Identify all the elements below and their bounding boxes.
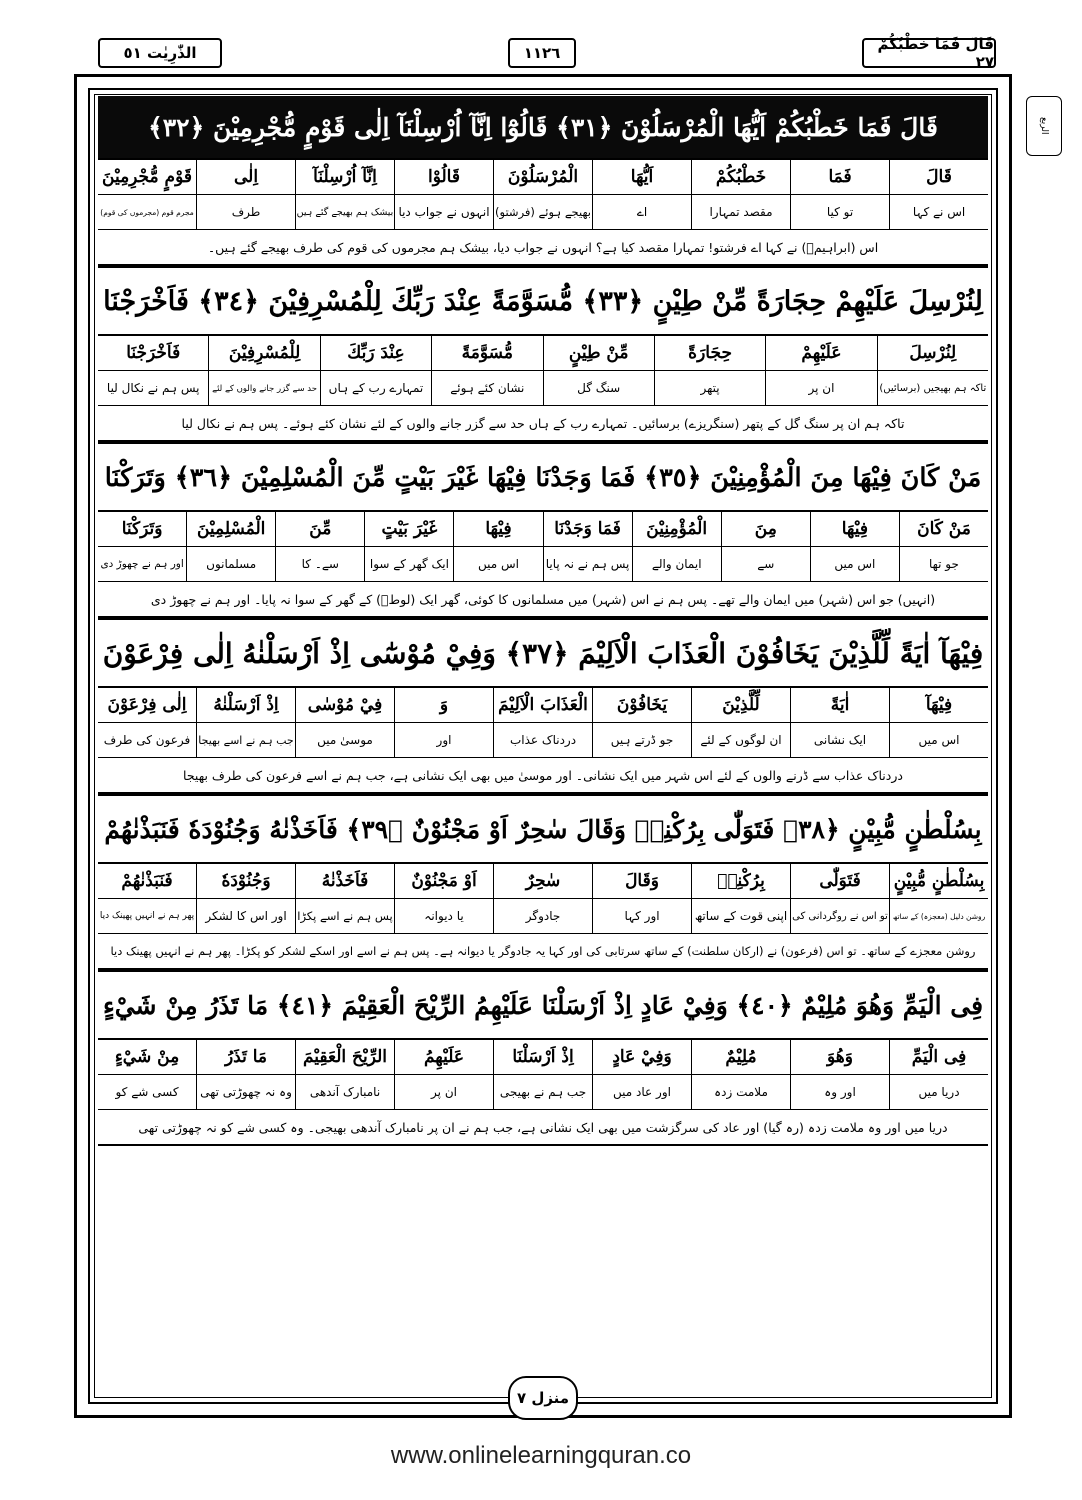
- urdu-meaning-cell: پتھر: [654, 371, 765, 405]
- verse-line: بِسُلْطٰنٍ مُّبِيْنٍ ﴿٣٨﴾ فَتَوَلّٰى بِرُكْنِهٖ وَقَالَ سٰحِرٌ اَوْ مَجْنُوْنٌ ﴿٣٩﴾ فَاَخَذْنٰهُ وَجُنُوْدَهٗ فَنَبَذْنٰهُمْ: [98, 794, 988, 862]
- urdu-meaning-cell: جادوگر: [493, 899, 592, 933]
- urdu-meaning-cell: اس میں: [889, 723, 988, 757]
- urdu-meaning-row: [98, 899, 988, 934]
- arabic-word-cell: وَ: [394, 688, 493, 722]
- arabic-word-cell: بِسُلْطٰنٍ مُّبِيْنٍ: [889, 864, 988, 898]
- urdu-meaning-cell: ان پر: [394, 1075, 493, 1109]
- urdu-meaning-cell: ایک نشانی: [790, 723, 889, 757]
- urdu-translation: تاکہ ہم ان پر سنگ گل کے پتھر (سنگریزے) برسائیں۔ تمہارے رب کے ہاں حد سے گزر جانے والوں کے لئے نشان کئے ہوئے۔ پس ہم نے نکال لیا: [98, 406, 988, 442]
- urdu-meaning-cell: طرف: [196, 195, 295, 229]
- page-number: ١١٢٦: [508, 38, 576, 68]
- arabic-word-cell: عَلَيْهِمُ: [394, 1040, 493, 1074]
- urdu-meaning-cell: پس ہم نے نہ پایا: [543, 547, 632, 581]
- word-grid: [98, 334, 988, 406]
- arabic-word-cell: الرِّيْحَ الْعَقِيْمَ: [295, 1040, 394, 1074]
- word-grid: [98, 158, 988, 230]
- arabic-word-cell: فِيْهَآ: [889, 688, 988, 722]
- urdu-meaning-cell: فرعون کی طرف: [103, 733, 191, 747]
- rub-marker: الربع: [1026, 96, 1062, 156]
- arabic-word-cell: فَاَخَذْنٰهُ: [295, 864, 394, 898]
- urdu-meaning-cell: ایک گھر کے سوا: [364, 547, 453, 581]
- arabic-word-cell: فَاَخْرَجْنَا: [126, 343, 181, 363]
- verses-content: [98, 96, 988, 1146]
- urdu-meaning-cell: ملامت زدہ: [691, 1075, 790, 1109]
- urdu-meaning-cell: اور وہ: [790, 1075, 889, 1109]
- urdu-meaning-cell: پھر ہم نے انہیں پھینک دیا: [99, 911, 195, 921]
- urdu-meaning-cell: یا دیوانہ: [394, 899, 493, 933]
- urdu-meaning-cell: اور ہم نے چھوڑ دی: [100, 558, 184, 570]
- arabic-word-cell: الْمُؤْمِنِيْنَ: [632, 512, 721, 546]
- arabic-word-cell: مَنْ كَانَ: [899, 512, 988, 546]
- arabic-word-cell: غَيْرَ بَيْتٍ: [364, 512, 453, 546]
- urdu-meaning-cell: سے: [721, 547, 810, 581]
- arabic-word-cell: فِيْهَا: [453, 512, 542, 546]
- word-grid: [98, 862, 988, 934]
- arabic-word-cell: قَالُوْا: [394, 160, 493, 194]
- urdu-meaning-cell: مسلمانوں: [186, 547, 275, 581]
- arabic-words-row: [98, 160, 988, 195]
- word-grid: [98, 686, 988, 758]
- arabic-word-cell: مَا تَذَرُ: [196, 1040, 295, 1074]
- urdu-meaning-cell: مجرم قوم (مجرموں کی قوم): [100, 207, 194, 217]
- urdu-meaning-cell: تو اس نے روگردانی کی: [790, 899, 889, 933]
- urdu-meaning-cell: اس میں: [810, 547, 899, 581]
- arabic-word-cell: الْمُرْسَلُوْنَ: [493, 160, 592, 194]
- arabic-word-cell: وَهُوَ: [790, 1040, 889, 1074]
- word-grid: [98, 1038, 988, 1110]
- urdu-meaning-cell: بیشک ہم بھیجے گئے ہیں: [295, 195, 394, 229]
- urdu-meaning-cell: جب ہم نے بھیجی: [493, 1075, 592, 1109]
- verse-line: لِنُرْسِلَ عَلَيْهِمْ حِجَارَةً مِّنْ طِيْنٍ ﴿٣٣﴾ مُّسَوَّمَةً عِنْدَ رَبِّكَ لِلْمُسْرِفِيْنَ ﴿٣٤﴾ فَاَخْرَجْنَا: [98, 266, 988, 334]
- arabic-word-cell: حِجَارَةً: [654, 336, 765, 370]
- urdu-translation: روشن معجزے کے ساتھ۔ تو اس (فرعون) نے (ارکان سلطنت) کے ساتھ سرتابی کی اور کہا یہ جادوگر یا دیوانہ ہے۔ پس ہم نے اسے اور اسکے لشکر کو پکڑا۔ پھر ہم نے انہیں پھینک دیا: [98, 934, 988, 970]
- arabic-word-cell: وَجُنُوْدَهٗ: [196, 864, 295, 898]
- urdu-meaning-cell: انہوں نے جواب دیا: [394, 195, 493, 229]
- arabic-word-cell: عِنْدَ رَبِّكَ: [320, 336, 431, 370]
- arabic-word-cell: فَتَوَلّٰى: [790, 864, 889, 898]
- urdu-meaning-cell: اور کہا: [592, 899, 691, 933]
- arabic-words-row: [98, 688, 988, 723]
- arabic-word-cell: لِّلَّذِيْنَ: [691, 688, 790, 722]
- word-grid: [98, 510, 988, 582]
- arabic-word-cell: فَمَا وَجَدْنَا: [543, 512, 632, 546]
- urdu-translation: دردناک عذاب سے ڈرنے والوں کے لئے اس شہر میں ایک نشانی۔ اور موسیٰ میں بھی ایک نشانی ہے، جب ہم نے اسے فرعون کی طرف بھیجا: [98, 758, 988, 794]
- urdu-meaning-cell: حد سے گزر جانے والوں کے لئے: [208, 371, 319, 405]
- arabic-word-cell: عَلَيْهِمْ: [765, 336, 876, 370]
- urdu-meaning-cell: مقصد تمہارا: [691, 195, 790, 229]
- arabic-word-cell: يَخَافُوْنَ: [592, 688, 691, 722]
- arabic-word-cell: اِلٰى: [196, 160, 295, 194]
- arabic-word-cell: اٰيَةً: [790, 688, 889, 722]
- footer-url[interactable]: www.onlinelearningquran.co: [390, 1442, 692, 1469]
- urdu-meaning-cell: دردناک عذاب: [493, 723, 592, 757]
- urdu-meaning-cell: وہ نہ چھوڑتی تھی: [196, 1075, 295, 1109]
- urdu-meaning-cell: سنگ گل: [543, 371, 654, 405]
- verse-line: مَنْ كَانَ فِيْهَا مِنَ الْمُؤْمِنِيْنَ ﴿٣٥﴾ فَمَا وَجَدْنَا فِيْهَا غَيْرَ بَيْتٍ مِّنَ الْمُسْلِمِيْنَ ﴿٣٦﴾ وَتَرَكْنَا: [98, 442, 988, 510]
- urdu-meaning-cell: اے: [592, 195, 691, 229]
- arabic-word-cell: اَوْ مَجْنُوْنٌ: [394, 864, 493, 898]
- arabic-word-cell: اِلٰى فِرْعَوْنَ: [107, 695, 187, 715]
- urdu-meaning-cell: جب ہم نے اسے بھیجا: [196, 723, 295, 757]
- urdu-meaning-row: [98, 1075, 988, 1110]
- urdu-meaning-cell: اس نے کہا: [889, 195, 988, 229]
- arabic-word-cell: لِنُرْسِلَ: [877, 336, 988, 370]
- urdu-meaning-cell: روشن دلیل (معجزہ) کے ساتھ: [889, 899, 988, 933]
- urdu-meaning-cell: سے۔ کا: [275, 547, 364, 581]
- urdu-meaning-row: [98, 195, 988, 230]
- juz-name-label: قَالَ فَمَا خَطْبُكُمْ ٢٧: [862, 38, 996, 68]
- arabic-word-cell: مِّنَ: [275, 512, 364, 546]
- urdu-meaning-cell: تو کیا: [790, 195, 889, 229]
- urdu-meaning-cell: دریا میں: [889, 1075, 988, 1109]
- manzil-badge: منزل ۷: [508, 1376, 578, 1420]
- arabic-word-cell: فَمَا: [790, 160, 889, 194]
- arabic-word-cell: الْمُسْلِمِيْنَ: [186, 512, 275, 546]
- arabic-word-cell: خَطْبُكُمْ: [691, 160, 790, 194]
- urdu-meaning-cell: اپنی قوت کے ساتھ: [691, 899, 790, 933]
- urdu-meaning-cell: پس ہم نے نکال لیا: [106, 381, 200, 395]
- arabic-word-cell: مِنَ: [721, 512, 810, 546]
- urdu-meaning-cell: نشان کئے ہوئے: [431, 371, 542, 405]
- urdu-meaning-cell: کسی شے کو: [115, 1085, 179, 1099]
- urdu-meaning-cell: اور اس کا لشکر: [196, 899, 295, 933]
- arabic-word-cell: بِرُكْنِهٖ: [691, 864, 790, 898]
- urdu-meaning-cell: ان پر: [765, 371, 876, 405]
- surah-name-label: الذّٰرِيٰت ٥١: [98, 38, 222, 68]
- urdu-meaning-cell: نامبارک آندھی: [295, 1075, 394, 1109]
- urdu-meaning-cell: اس میں: [453, 547, 542, 581]
- arabic-word-cell: فَنَبَذْنٰهُمْ: [121, 871, 173, 891]
- arabic-word-cell: الْعَذَابَ الْاَلِيْمَ: [493, 688, 592, 722]
- arabic-words-row: [98, 512, 988, 547]
- arabic-word-cell: وَقَالَ: [592, 864, 691, 898]
- arabic-word-cell: اِذْ اَرْسَلْنٰهُ: [196, 688, 295, 722]
- urdu-meaning-cell: تاکہ ہم بھیجیں (برسائیں): [877, 371, 988, 405]
- urdu-translation: دریا میں اور وہ ملامت زدہ (رہ گیا) اور عاد کی سرگزشت میں بھی ایک نشانی ہے، جب ہم نے ان پر نامبارک آندھی بھیجی۔ وہ کسی شے کو نہ چھوڑتی تھی: [98, 1110, 988, 1146]
- urdu-meaning-cell: بھیجے ہوئے (فرشتو): [493, 195, 592, 229]
- urdu-translation: اس (ابراہیمؑ) نے کہا اے فرشتو! تمہارا مقصد کیا ہے؟ انہوں نے جواب دیا، بیشک ہم مجرموں کی قوم کی طرف بھیجے گئے ہیں۔: [98, 230, 988, 266]
- urdu-meaning-cell: اور عاد میں: [592, 1075, 691, 1109]
- urdu-meaning-cell: ان لوگوں کے لئے: [691, 723, 790, 757]
- arabic-word-cell: اِذْ اَرْسَلْنَا: [493, 1040, 592, 1074]
- arabic-word-cell: مِّنْ طِيْنٍ: [543, 336, 654, 370]
- arabic-word-cell: اَيُّهَا: [592, 160, 691, 194]
- arabic-word-cell: فِيْهَا: [810, 512, 899, 546]
- urdu-meaning-cell: تمہارے رب کے ہاں: [320, 371, 431, 405]
- verse-line: فِى الْيَمِّ وَهُوَ مُلِيْمٌ ﴿٤٠﴾ وَفِيْ عَادٍ اِذْ اَرْسَلْنَا عَلَيْهِمُ الرِّيْحَ الْعَقِيْمَ ﴿٤١﴾ مَا تَذَرُ مِنْ شَيْءٍ: [98, 970, 988, 1038]
- urdu-meaning-cell: جو ڈرتے ہیں: [592, 723, 691, 757]
- arabic-word-cell: فِى الْيَمِّ: [889, 1040, 988, 1074]
- urdu-meaning-row: [98, 547, 988, 582]
- arabic-word-cell: مُّسَوَّمَةً: [431, 336, 542, 370]
- arabic-word-cell: مِنْ شَيْءٍ: [114, 1047, 180, 1067]
- urdu-translation: (انہیں) جو اس (شہر) میں ایمان والے تھے۔ پس ہم نے اس (شہر) میں مسلمانوں کا کوئی، گھر ایک (لوطؑ) کے گھر کے سوا نہ پایا۔ اور ہم نے چھوڑ دی: [98, 582, 988, 618]
- arabic-word-cell: مُلِيْمٌ: [691, 1040, 790, 1074]
- arabic-word-cell: سٰحِرٌ: [493, 864, 592, 898]
- urdu-meaning-cell: ایمان والے: [632, 547, 721, 581]
- verse-line: قَالَ فَمَا خَطْبُكُمْ اَيُّهَا الْمُرْسَلُوْنَ ﴿٣١﴾ قَالُوْٓا اِنَّآ اُرْسِلْنَآ اِلٰى قَوْمٍ مُّجْرِمِيْنَ ﴿٣٢﴾: [98, 96, 988, 158]
- verse-line: فِيْهَآ اٰيَةً لِّلَّذِيْنَ يَخَافُوْنَ الْعَذَابَ الْاَلِيْمَ ﴿٣٧﴾ وَفِيْ مُوْسٰٓى اِذْ اَرْسَلْنٰهُ اِلٰى فِرْعَوْنَ: [98, 618, 988, 686]
- urdu-meaning-cell: جو تھا: [899, 547, 988, 581]
- arabic-word-cell: قَالَ: [889, 160, 988, 194]
- arabic-word-cell: لِلْمُسْرِفِيْنَ: [208, 336, 319, 370]
- urdu-meaning-row: [98, 371, 988, 406]
- urdu-meaning-cell: موسیٰ میں: [295, 723, 394, 757]
- arabic-word-cell: فِيْ مُوْسٰى: [295, 688, 394, 722]
- urdu-meaning-cell: پس ہم نے اسے پکڑا: [295, 899, 394, 933]
- arabic-word-cell: اِنَّآ اُرْسِلْنَآ: [295, 160, 394, 194]
- urdu-meaning-cell: اور: [394, 723, 493, 757]
- arabic-words-row: [98, 336, 988, 371]
- arabic-word-cell: وَفِيْ عَادٍ: [592, 1040, 691, 1074]
- arabic-word-cell: قَوْمٍ مُّجْرِمِيْنَ: [102, 167, 192, 187]
- arabic-words-row: [98, 864, 988, 899]
- arabic-words-row: [98, 1040, 988, 1075]
- urdu-meaning-row: [98, 723, 988, 758]
- arabic-word-cell: وَتَرَكْنَا: [121, 519, 163, 539]
